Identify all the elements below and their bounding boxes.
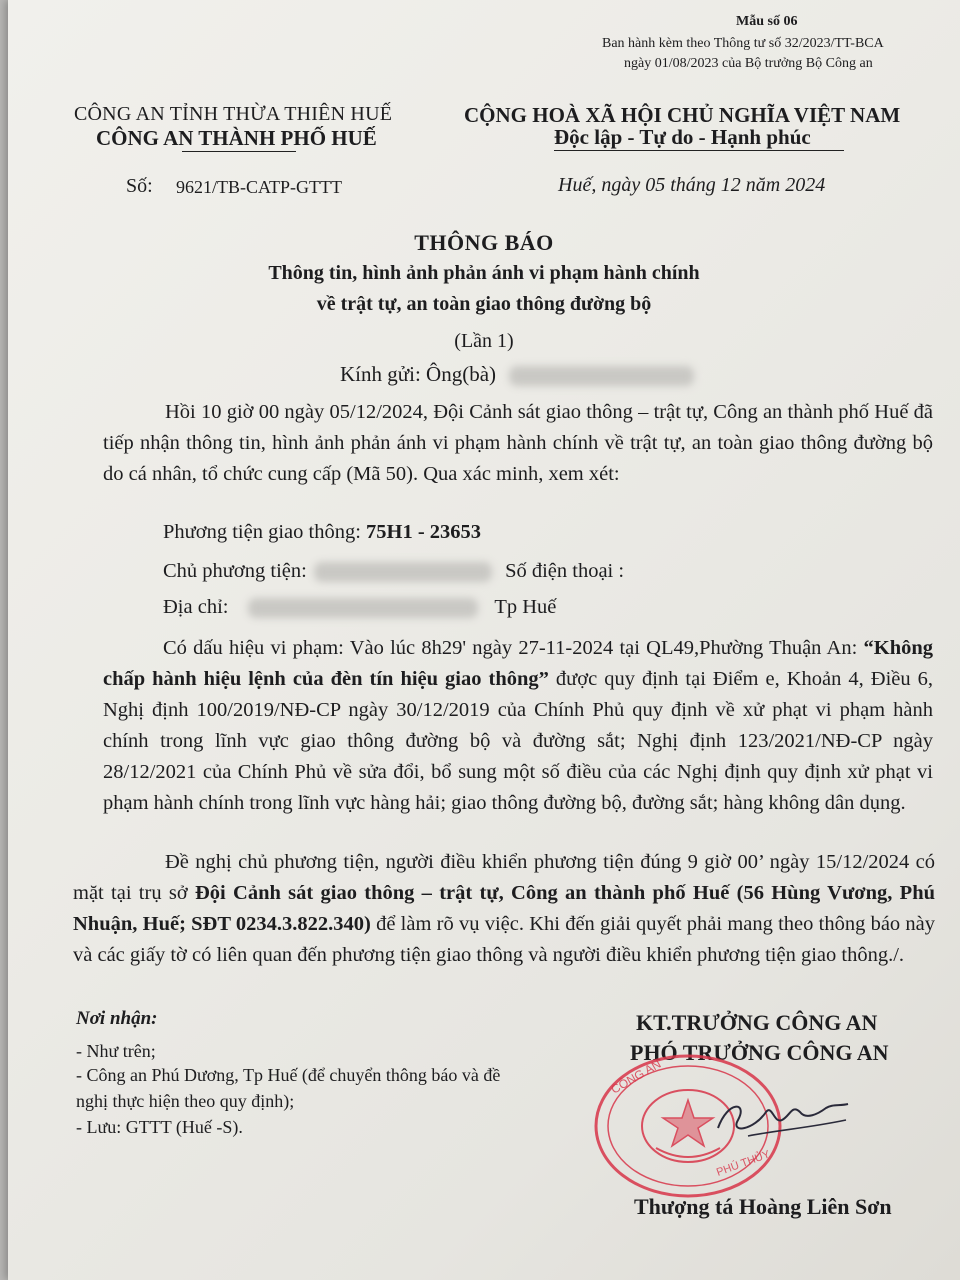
request-place: Đội Cảnh sát giao thông – trật tự, Công an thành phố Huế (56 Hùng Vương, Phú Nhuận, Huế; SĐT 0234.3.822.340) [73,882,935,935]
violation-description: “Không chấp hành hiệu lệnh của đèn tín hiệu giao thông” [103,637,933,690]
redacted-address [248,598,478,618]
signature-title-1: KT.TRƯỞNG CÔNG AN [636,1010,878,1035]
national-title: CỘNG HOÀ XÃ HỘI CHỦ NGHĨA VIỆT NAM [464,103,901,127]
doc-number-label: Số: [126,175,153,197]
form-number: Mẫu số 06 [736,14,798,29]
addressee [340,362,694,387]
request-details: để làm rõ vụ việc. Khi đến giải quyết phải mang theo thông báo này và các giấy tờ có liên quan đến phương tiện giao thông và người điều khiển phương tiện giao thông./. [73,913,936,966]
form-issued-line-2: ngày 01/08/2023 của Bộ trưởng Bộ Công an [624,56,873,71]
addressee-label: Kính gửi: Ông(bà) [340,362,497,386]
request-intro: Đề nghị chủ phương tiện, người điều khiển phương tiện đúng 9 giờ 00’ ngày 15/12/2024 có mặt tại trụ sở [73,851,935,904]
doc-subtitle-1: Thông tin, hình ảnh phản ánh vi phạm hành chính [268,262,700,284]
national-motto: Độc lập - Tự do - Hạnh phúc [554,125,811,149]
doc-number: 9621/TB-CATP-GTTT [176,177,342,197]
violation-intro: Có dấu hiệu vi phạm: Vào lúc 8h29' ngày 27-11-2024 tại QL49,Phường Thuận An: [163,637,864,659]
vehicle-label: Phương tiện giao thông: [163,521,361,543]
address-label: Địa chỉ: [163,596,229,618]
redacted-owner [314,562,492,582]
doc-title: THÔNG BÁO [414,230,554,255]
paragraph-intro: Hồi 10 giờ 00 ngày 05/12/2024, Đội Cảnh sát giao thông – trật tự, Công an thành phố Huế đã tiếp nhận thông tin, hình ảnh phản ánh vi phạm hành chính về trật tự, an toàn giao thông đường bộ do cá nhân, tổ chức cung cấp (Mã 50). Qua xác minh, xem xét: [103,401,933,485]
address-line [163,596,556,619]
vehicle-line [163,521,481,544]
signer-name: Thượng tá Hoàng Liên Sơn [634,1194,892,1219]
recipients-title: Nơi nhận: [76,1008,158,1029]
form-issued-line-1: Ban hành kèm theo Thông tư số 32/2023/TT-BCA [602,36,884,51]
agency-parent: CÔNG AN TỈNH THỪA THIÊN HUẾ [74,103,393,125]
phone-label: Số điện thoại : [505,560,625,582]
recipient-item: - Như trên; [76,1041,156,1061]
issue-date: Huế, ngày 05 tháng 12 năm 2024 [558,174,826,196]
paragraph-violation [103,633,933,819]
agency-underline [182,151,296,152]
svg-text:PHÚ THỦY: PHÚ THỦY [714,1148,772,1179]
recipient-item: - Lưu: GTTT (Huế -S). [76,1117,243,1137]
recipient-item: - Công an Phú Dương, Tp Huế (để chuyển thông báo và đề nghị thực hiện theo quy định); [76,1065,501,1111]
paragraph-request [73,847,935,971]
handwritten-signature-icon [708,1090,858,1150]
agency-name: CÔNG AN THÀNH PHỐ HUẾ [96,126,377,150]
doc-round: (Lần 1) [454,330,514,352]
vehicle-plate: 75H1 - 23653 [366,521,482,543]
address-city: Tp Huế [494,596,557,618]
motto-underline [554,150,844,151]
doc-subtitle-2: về trật tự, an toàn giao thông đường bộ [316,293,652,315]
signature-title-2: PHÓ TRƯỞNG CÔNG AN [630,1040,889,1065]
owner-line [163,560,624,583]
violation-legal-basis: được quy định tại Điểm e, Khoản 4, Điều 6, Nghị định 100/2019/NĐ-CP ngày 30/12/2019 của Chính Phủ quy định về xử phạt vi phạm hành chính trong lĩnh vực giao thông đường bộ và đường sắt; Nghị định 123/2021/NĐ-CP ngày 28/12/2021 của Chính Phủ về sửa đổi, bổ sung một số điều của các Nghị định quy định xử phạt vi phạm hành chính trong lĩnh vực hàng hải; giao thông đường bộ, đường sắt; hàng không dân dụng. [103,668,933,814]
document-page [8,0,960,1280]
redacted-name [509,366,694,386]
svg-text:CÔNG AN: CÔNG AN [608,1056,664,1097]
owner-label: Chủ phương tiện: [163,560,307,582]
